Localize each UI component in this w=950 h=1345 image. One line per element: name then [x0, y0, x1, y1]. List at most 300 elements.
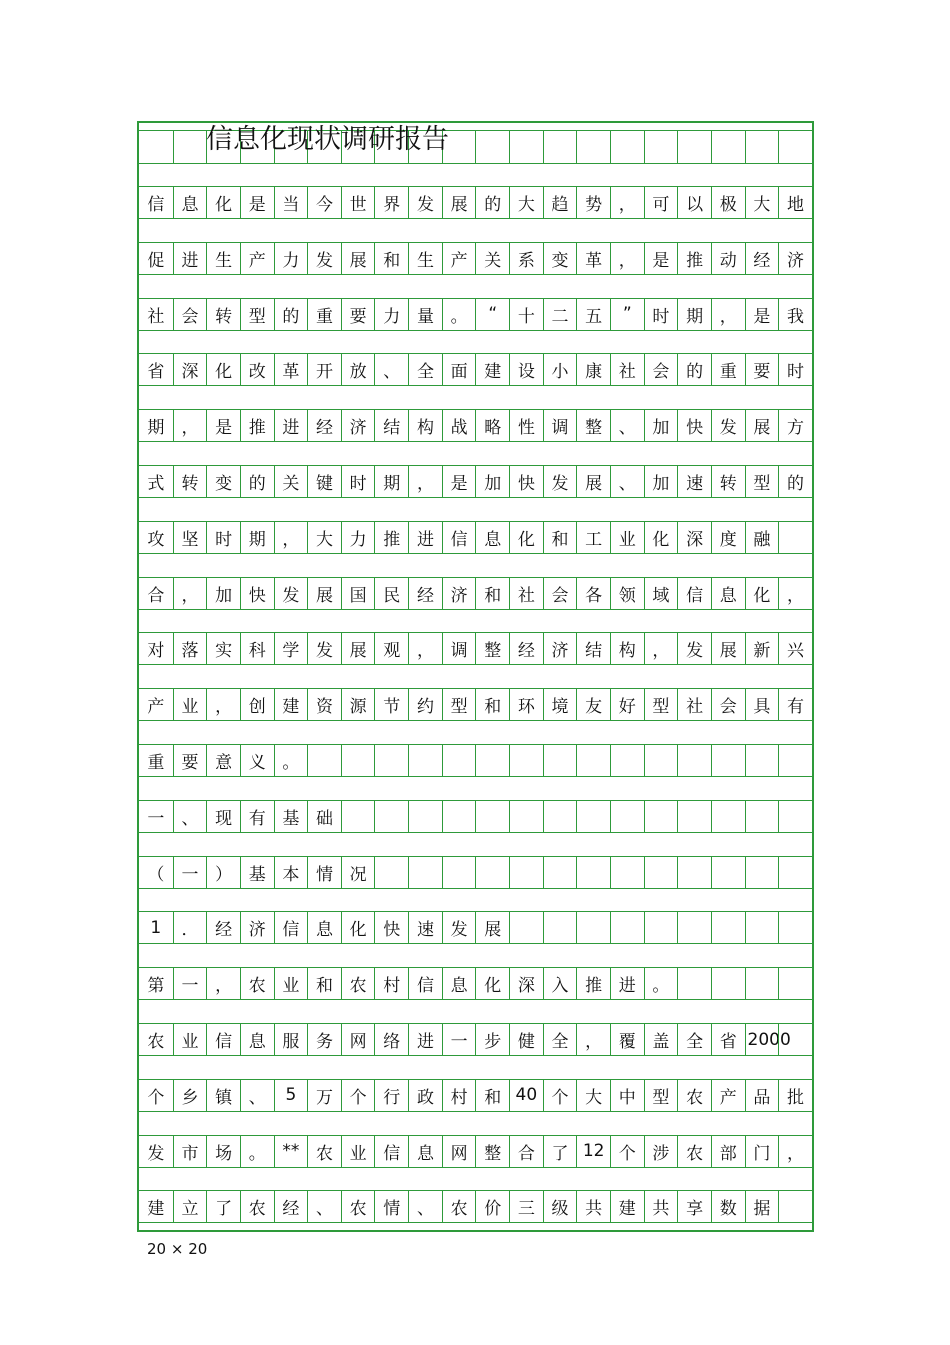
grid-cell: 政 — [408, 1079, 442, 1112]
grid-cell: 快 — [509, 465, 543, 498]
grid-cell — [576, 130, 610, 164]
grid-cell — [778, 1190, 812, 1223]
grid-cell: 量 — [408, 298, 442, 331]
grid-cell: 环 — [509, 688, 543, 721]
grid-cell: 友 — [576, 688, 610, 721]
grid-cell: 战 — [442, 409, 476, 442]
grid-cell: 是 — [644, 242, 678, 275]
grid-cell: 生 — [408, 242, 442, 275]
grid-cell: 重 — [139, 744, 173, 777]
grid-cell: 大 — [509, 186, 543, 219]
grid-row — [139, 911, 812, 944]
grid-size-label: 20 × 20 — [147, 1240, 208, 1258]
grid-cell — [408, 856, 442, 889]
grid-cell: 坚 — [173, 521, 207, 554]
grid-cell: 要 — [341, 298, 375, 331]
grid-cell: 对 — [139, 632, 173, 665]
grid-cell: 息 — [173, 186, 207, 219]
grid-cell: 大 — [745, 186, 779, 219]
grid-cell: 业 — [341, 1135, 375, 1168]
grid-cell: 和 — [543, 521, 577, 554]
grid-cell: 农 — [139, 1023, 173, 1056]
grid-cell: 整 — [475, 632, 509, 665]
grid-cell: 农 — [307, 1135, 341, 1168]
grid-cell: 化 — [475, 967, 509, 1000]
grid-cell: 部 — [711, 1135, 745, 1168]
grid-cell: 步 — [475, 1023, 509, 1056]
grid-cell: 化 — [341, 911, 375, 944]
grid-cell: 型 — [644, 688, 678, 721]
grid-cell: 结 — [576, 632, 610, 665]
grid-cell: 情 — [307, 856, 341, 889]
grid-cell: 国 — [341, 577, 375, 610]
grid-cell — [139, 130, 173, 164]
grid-row — [139, 632, 812, 665]
grid-cell: 发 — [543, 465, 577, 498]
grid-cell: 域 — [644, 577, 678, 610]
grid-cell — [543, 911, 577, 944]
grid-cell — [644, 744, 678, 777]
grid-cell: 40 — [509, 1079, 543, 1112]
grid-cell: 息 — [442, 967, 476, 1000]
grid-cell: 进 — [173, 242, 207, 275]
grid-cell: 济 — [543, 632, 577, 665]
grid-row — [139, 521, 812, 554]
grid-cell — [475, 856, 509, 889]
grid-row — [139, 1079, 812, 1112]
grid-cell — [173, 130, 207, 164]
grid-cell: 期 — [139, 409, 173, 442]
grid-cell: 系 — [509, 242, 543, 275]
grid-cell: 发 — [307, 242, 341, 275]
grid-cell: 发 — [442, 911, 476, 944]
grid-cell: 信 — [408, 967, 442, 1000]
grid-cell: 信 — [677, 577, 711, 610]
grid-cell: 三 — [509, 1190, 543, 1223]
grid-cell — [778, 856, 812, 889]
grid-cell — [711, 856, 745, 889]
grid-cell: 信 — [442, 521, 476, 554]
grid-cell: 进 — [274, 409, 308, 442]
grid-cell: 2000 — [745, 1023, 779, 1056]
grid-cell — [341, 800, 375, 833]
grid-cell — [745, 744, 779, 777]
grid-cell — [475, 800, 509, 833]
grid-cell — [374, 744, 408, 777]
grid-cell: “ — [475, 298, 509, 331]
grid-cell: 加 — [475, 465, 509, 498]
grid-cell — [778, 1023, 812, 1056]
grid-cell: 业 — [610, 521, 644, 554]
grid-cell — [610, 130, 644, 164]
grid-cell: 要 — [745, 353, 779, 386]
grid-row — [139, 409, 812, 442]
grid-cell: 五 — [576, 298, 610, 331]
grid-cell: 推 — [576, 967, 610, 1000]
grid-cell: 础 — [307, 800, 341, 833]
grid-cell: 有 — [778, 688, 812, 721]
grid-cell: 展 — [711, 632, 745, 665]
grid-cell: 一 — [173, 856, 207, 889]
grid-cell: 、 — [374, 353, 408, 386]
grid-cell: 化 — [206, 186, 240, 219]
grid-cell: 深 — [509, 967, 543, 1000]
grid-cell: 型 — [442, 688, 476, 721]
grid-cell: 速 — [677, 465, 711, 498]
grid-cell — [677, 967, 711, 1000]
grid-cell: 场 — [206, 1135, 240, 1168]
grid-cell: 1 — [139, 911, 173, 944]
grid-cell: 科 — [240, 632, 274, 665]
grid-row — [139, 577, 812, 610]
grid-cell: 基 — [274, 800, 308, 833]
grid-cell — [745, 130, 779, 164]
grid-cell — [711, 130, 745, 164]
grid-cell: 发 — [274, 577, 308, 610]
grid-cell: 进 — [610, 967, 644, 1000]
grid-cell: 息 — [240, 1023, 274, 1056]
grid-cell: 整 — [576, 409, 610, 442]
grid-cell: 济 — [341, 409, 375, 442]
grid-cell: 价 — [475, 1190, 509, 1223]
grid-cell: 了 — [543, 1135, 577, 1168]
grid-cell: 况 — [341, 856, 375, 889]
grid-cell: 深 — [173, 353, 207, 386]
grid-cell: 产 — [139, 688, 173, 721]
grid-cell: 度 — [711, 521, 745, 554]
grid-cell: 重 — [307, 298, 341, 331]
grid-cell: 大 — [307, 521, 341, 554]
grid-cell: 创 — [240, 688, 274, 721]
grid-cell: 小 — [543, 353, 577, 386]
grid-cell: 业 — [173, 1023, 207, 1056]
grid-row — [139, 688, 812, 721]
grid-cell — [644, 800, 678, 833]
grid-cell: （ — [139, 856, 173, 889]
grid-cell — [610, 800, 644, 833]
grid-cell: 享 — [677, 1190, 711, 1223]
grid-cell — [644, 130, 678, 164]
grid-cell: 。 — [442, 298, 476, 331]
grid-cell: 发 — [711, 409, 745, 442]
grid-cell: 息 — [475, 521, 509, 554]
grid-row — [139, 298, 812, 331]
grid-cell: 兴 — [778, 632, 812, 665]
grid-cell: 全 — [677, 1023, 711, 1056]
grid-cell: 个 — [610, 1135, 644, 1168]
grid-cell — [475, 130, 509, 164]
grid-cell: 络 — [374, 1023, 408, 1056]
grid-cell: 个 — [139, 1079, 173, 1112]
grid-cell: 约 — [408, 688, 442, 721]
grid-cell: 大 — [576, 1079, 610, 1112]
grid-cell: 具 — [745, 688, 779, 721]
grid-cell: 进 — [408, 521, 442, 554]
grid-cell — [677, 911, 711, 944]
grid-cell: 经 — [509, 632, 543, 665]
grid-cell: 、 — [610, 465, 644, 498]
grid-cell: 经 — [206, 911, 240, 944]
grid-cell — [610, 744, 644, 777]
grid-cell: 快 — [240, 577, 274, 610]
grid-cell: 展 — [442, 186, 476, 219]
grid-cell — [745, 856, 779, 889]
grid-cell: 式 — [139, 465, 173, 498]
grid-cell: 各 — [576, 577, 610, 610]
grid-cell: 社 — [610, 353, 644, 386]
grid-cell: 加 — [644, 409, 678, 442]
grid-cell — [778, 521, 812, 554]
grid-cell: 性 — [509, 409, 543, 442]
grid-cell: 省 — [711, 1023, 745, 1056]
grid-cell — [677, 800, 711, 833]
grid-cell: 加 — [644, 465, 678, 498]
grid-cell: 界 — [374, 186, 408, 219]
grid-cell: 当 — [274, 186, 308, 219]
grid-cell — [374, 856, 408, 889]
grid-cell: 攻 — [139, 521, 173, 554]
grid-cell: 信 — [374, 1135, 408, 1168]
grid-cell: 万 — [307, 1079, 341, 1112]
grid-cell — [509, 911, 543, 944]
grid-cell: 展 — [745, 409, 779, 442]
grid-cell: 实 — [206, 632, 240, 665]
grid-cell: 信 — [206, 1023, 240, 1056]
grid-cell: 地 — [778, 186, 812, 219]
grid-cell — [509, 856, 543, 889]
grid-cell: ） — [206, 856, 240, 889]
grid-cell: 化 — [644, 521, 678, 554]
grid-cell: ** — [274, 1135, 308, 1168]
grid-cell: 设 — [509, 353, 543, 386]
grid-cell: 建 — [610, 1190, 644, 1223]
grid-cell — [644, 911, 678, 944]
grid-cell: 立 — [173, 1190, 207, 1223]
grid-cell: ， — [206, 688, 240, 721]
grid-cell: 我 — [778, 298, 812, 331]
grid-cell: 是 — [745, 298, 779, 331]
grid-cell: 济 — [442, 577, 476, 610]
grid-cell: 整 — [475, 1135, 509, 1168]
grid-cell: 改 — [240, 353, 274, 386]
grid-cell: 覆 — [610, 1023, 644, 1056]
grid-cell: 动 — [711, 242, 745, 275]
grid-cell: 要 — [173, 744, 207, 777]
grid-row — [139, 1023, 812, 1056]
grid-cell: 快 — [677, 409, 711, 442]
grid-cell: 本 — [274, 856, 308, 889]
grid-cell: 会 — [173, 298, 207, 331]
grid-cell: 开 — [307, 353, 341, 386]
grid-cell: 、 — [173, 800, 207, 833]
grid-cell: ， — [778, 577, 812, 610]
grid-cell: 工 — [576, 521, 610, 554]
grid-cell: 情 — [374, 1190, 408, 1223]
grid-cell: 基 — [240, 856, 274, 889]
grid-cell: 省 — [139, 353, 173, 386]
grid-cell: 农 — [341, 967, 375, 1000]
grid-cell: 民 — [374, 577, 408, 610]
grid-cell: 经 — [745, 242, 779, 275]
grid-cell: 转 — [206, 298, 240, 331]
grid-cell: 业 — [274, 967, 308, 1000]
grid-cell: 农 — [442, 1190, 476, 1223]
grid-cell: 推 — [374, 521, 408, 554]
grid-cell: 关 — [475, 242, 509, 275]
grid-cell — [509, 744, 543, 777]
grid-cell: 和 — [475, 688, 509, 721]
grid-cell: 据 — [745, 1190, 779, 1223]
grid-cell: 品 — [745, 1079, 779, 1112]
grid-cell: 化 — [509, 521, 543, 554]
grid-cell: 十 — [509, 298, 543, 331]
grid-cell: ， — [206, 967, 240, 1000]
grid-cell: 深 — [677, 521, 711, 554]
grid-cell: 。 — [274, 744, 308, 777]
grid-cell: 发 — [408, 186, 442, 219]
grid-cell: 中 — [610, 1079, 644, 1112]
grid-cell: ， — [274, 521, 308, 554]
grid-cell: 。 — [644, 967, 678, 1000]
grid-cell: ” — [610, 298, 644, 331]
grid-cell — [576, 744, 610, 777]
grid-cell: ， — [778, 1135, 812, 1168]
grid-cell: 、 — [307, 1190, 341, 1223]
grid-cell: 关 — [274, 465, 308, 498]
grid-cell: 今 — [307, 186, 341, 219]
grid-cell — [442, 800, 476, 833]
grid-cell: 加 — [206, 577, 240, 610]
grid-cell: ， — [173, 409, 207, 442]
grid-cell: 个 — [543, 1079, 577, 1112]
grid-cell — [745, 911, 779, 944]
grid-cell — [711, 800, 745, 833]
grid-cell: 以 — [677, 186, 711, 219]
grid-cell: 促 — [139, 242, 173, 275]
grid-cell — [711, 911, 745, 944]
grid-cell — [509, 130, 543, 164]
grid-cell: 的 — [475, 186, 509, 219]
grid-cell: 涉 — [644, 1135, 678, 1168]
grid-cell: 农 — [677, 1079, 711, 1112]
grid-cell: 建 — [139, 1190, 173, 1223]
grid-cell — [509, 800, 543, 833]
grid-cell: 盖 — [644, 1023, 678, 1056]
grid-cell: 方 — [778, 409, 812, 442]
grid-cell: 重 — [711, 353, 745, 386]
grid-cell — [778, 800, 812, 833]
grid-cell: 资 — [307, 688, 341, 721]
grid-row — [139, 465, 812, 498]
grid-cell — [442, 856, 476, 889]
grid-cell — [711, 744, 745, 777]
grid-row — [139, 353, 812, 386]
grid-cell: 意 — [206, 744, 240, 777]
grid-cell: ， — [173, 577, 207, 610]
grid-cell — [374, 800, 408, 833]
grid-cell: 构 — [610, 632, 644, 665]
grid-cell: 时 — [644, 298, 678, 331]
grid-cell: 和 — [475, 577, 509, 610]
grid-cell: 数 — [711, 1190, 745, 1223]
grid-cell: 经 — [274, 1190, 308, 1223]
grid-cell: ， — [644, 632, 678, 665]
grid-cell — [677, 744, 711, 777]
grid-cell: 时 — [778, 353, 812, 386]
grid-row — [139, 242, 812, 275]
grid-cell: 息 — [307, 911, 341, 944]
grid-cell: 化 — [745, 577, 779, 610]
grid-cell — [543, 130, 577, 164]
grid-cell: 一 — [442, 1023, 476, 1056]
grid-cell: 经 — [408, 577, 442, 610]
grid-cell: 合 — [509, 1135, 543, 1168]
grid-cell: 个 — [341, 1079, 375, 1112]
grid-cell: 服 — [274, 1023, 308, 1056]
grid-cell: 村 — [374, 967, 408, 1000]
grid-row — [139, 967, 812, 1000]
grid-cell: 展 — [341, 242, 375, 275]
grid-cell: 是 — [206, 409, 240, 442]
grid-cell: 略 — [475, 409, 509, 442]
grid-cell: 转 — [173, 465, 207, 498]
grid-cell: 时 — [341, 465, 375, 498]
grid-cell: 社 — [139, 298, 173, 331]
grid-cell: 进 — [408, 1023, 442, 1056]
grid-cell: 会 — [711, 688, 745, 721]
grid-cell: 新 — [745, 632, 779, 665]
grid-cell: 第 — [139, 967, 173, 1000]
grid-cell: 趋 — [543, 186, 577, 219]
grid-cell: 全 — [543, 1023, 577, 1056]
grid-cell: 产 — [442, 242, 476, 275]
grid-cell: 发 — [307, 632, 341, 665]
grid-cell: 入 — [543, 967, 577, 1000]
grid-cell: 网 — [341, 1023, 375, 1056]
grid-cell: ， — [408, 465, 442, 498]
grid-cell: 业 — [173, 688, 207, 721]
grid-cell: 的 — [274, 298, 308, 331]
grid-cell: 经 — [307, 409, 341, 442]
grid-cell: 节 — [374, 688, 408, 721]
grid-cell: 力 — [274, 242, 308, 275]
grid-cell: 和 — [475, 1079, 509, 1112]
grid-cell: 、 — [240, 1079, 274, 1112]
grid-cell: 健 — [509, 1023, 543, 1056]
grid-cell: 农 — [677, 1135, 711, 1168]
grid-cell: 市 — [173, 1135, 207, 1168]
grid-cell: 村 — [442, 1079, 476, 1112]
grid-cell: 5 — [274, 1079, 308, 1112]
grid-cell: 现 — [206, 800, 240, 833]
grid-cell: ， — [610, 242, 644, 275]
grid-cell: 12 — [576, 1135, 610, 1168]
grid-cell: 息 — [408, 1135, 442, 1168]
grid-cell — [677, 130, 711, 164]
grid-cell — [778, 744, 812, 777]
grid-cell: 型 — [745, 465, 779, 498]
grid-cell: 乡 — [173, 1079, 207, 1112]
grid-cell: 社 — [677, 688, 711, 721]
grid-cell: ， — [408, 632, 442, 665]
grid-cell: 推 — [677, 242, 711, 275]
grid-cell: 可 — [644, 186, 678, 219]
grid-row — [139, 744, 812, 777]
grid-cell: 共 — [576, 1190, 610, 1223]
grid-cell: 源 — [341, 688, 375, 721]
grid-cell: 一 — [139, 800, 173, 833]
grid-cell: 好 — [610, 688, 644, 721]
